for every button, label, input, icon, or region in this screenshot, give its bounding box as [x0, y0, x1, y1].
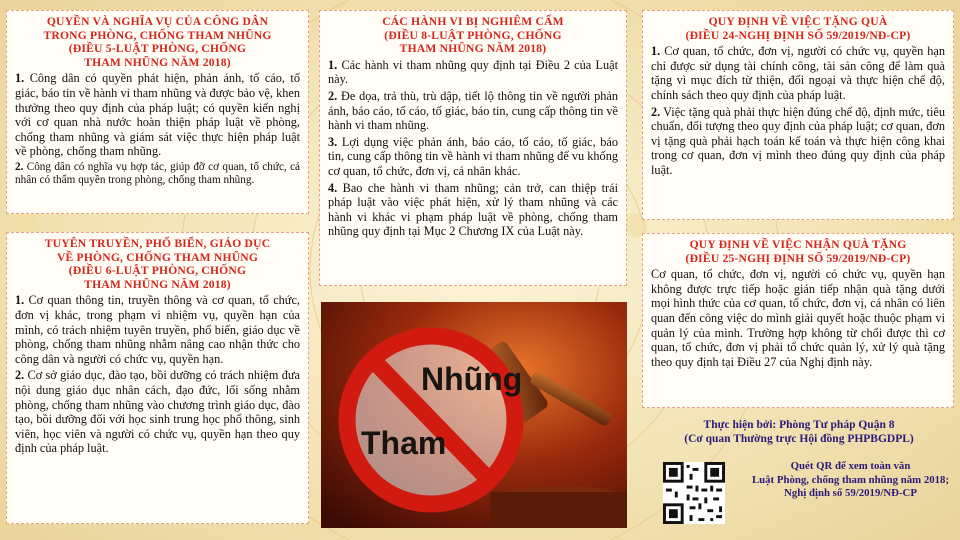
article-item	[15, 368, 300, 456]
item-text: Cơ quan, tổ chức, đơn vị, người có chức vụ, quyền hạn chỉ được sử dụng tài chính công, tài sản công để làm quà tặng vì mục đích từ thiện, đối ngoại và thực hiện chế độ, chính sách theo quy định của pháp luật.	[651, 44, 945, 102]
article-item	[651, 105, 945, 178]
item-number: 3.	[328, 134, 338, 149]
gift-giving-title	[651, 15, 945, 42]
qr-code-icon[interactable]	[663, 462, 725, 524]
title-line: TUYÊN TRUYỀN, PHỔ BIẾN, GIÁO DỤC	[44, 237, 271, 250]
item-text: Lợi dụng việc phản ánh, báo cáo, tố cáo, tố giác, báo tin, cung cấp thông tin về hành vi tham nhũng để vu khống cơ quan, tổ chức, đơn vị, cá nhân khác.	[328, 134, 618, 178]
article-item	[15, 71, 300, 159]
title-line: THAM NHŨNG NĂM 2018)	[399, 42, 547, 56]
article-item	[328, 135, 618, 179]
title-line: (ĐIỀU 24-NGHỊ ĐỊNH SỐ 59/2019/NĐ-CP)	[685, 28, 911, 42]
credits-line: Thực hiện bởi: Phòng Tư pháp Quận 8	[703, 419, 895, 431]
anti-corruption-illustration	[321, 302, 627, 528]
title-line: VỀ PHÒNG, CHỐNG THAM NHŨNG	[56, 250, 259, 264]
qr-caption	[748, 460, 953, 501]
item-text: Cơ quan thông tin, truyền thông và cơ quan, tổ chức, đơn vị khác, trong phạm vi nhiệm vụ, quyền hạn của mình, có trách nhiệm tuyên truyền, phổ biến, giáo dục về phòng, chống tham nhũng nhằm nâng cao nhận thức cho công dân và người có chức vụ, quyền hạn.	[15, 293, 300, 366]
title-line: CÁC HÀNH VI BỊ NGHIÊM CẤM	[382, 15, 564, 28]
item-number: 2.	[328, 88, 338, 103]
item-text: Việc tặng quà phải thực hiện đúng chế độ, định mức, tiêu chuẩn, đối tượng theo quy định của pháp luật; cơ quan, đơn vị tặng quà phải hạch toán kế toán và thực hiện công khai trong cơ quan, đơn vị mình theo đúng quy định của pháp luật.	[651, 104, 945, 177]
title-line: (ĐIỀU 25-NGHỊ ĐỊNH SỐ 59/2019/NĐ-CP)	[685, 251, 911, 265]
item-number: 1.	[15, 71, 25, 86]
item-number: 1.	[651, 44, 661, 59]
prohibition-sign-icon	[339, 328, 523, 512]
credits-line: (Cơ quan Thường trực Hội đồng PHPBGDPL)	[684, 433, 914, 445]
title-line: (ĐIỀU 5-LUẬT PHÒNG, CHỐNG	[68, 42, 247, 56]
item-number: 2.	[15, 160, 24, 173]
gift-receiving-panel	[642, 233, 954, 408]
paragraph-text: Trường hợp không từ chối được thì cơ quan, tổ chức, đơn vị phải tổ chức quản lý, xử lý quà tặng theo quy định tại Điều 27 của Nghị định này.	[651, 325, 946, 369]
prohibited-acts-panel	[319, 10, 627, 286]
item-number: 1.	[328, 57, 338, 72]
gift-giving-panel	[642, 10, 954, 220]
article-item	[15, 293, 300, 366]
title-line: QUY ĐỊNH VỀ VIỆC NHẬN QUÀ TẶNG	[689, 238, 907, 251]
education-title	[15, 237, 300, 291]
item-number: 4.	[328, 180, 338, 195]
article-item	[651, 44, 945, 102]
article-item	[328, 89, 618, 133]
title-line: QUY ĐỊNH VỀ VIỆC TẶNG QUÀ	[708, 15, 888, 28]
article-paragraph	[651, 267, 945, 369]
item-number: 2.	[651, 104, 661, 119]
item-number: 1.	[15, 293, 25, 308]
article-item	[328, 181, 618, 239]
title-line: THAM NHŨNG NĂM 2018)	[84, 277, 231, 291]
gift-receiving-title	[651, 238, 945, 265]
education-panel	[6, 232, 309, 524]
citizen-rights-panel	[6, 10, 309, 214]
article-item	[15, 161, 300, 187]
item-text: Công dân có nghĩa vụ hợp tác, giúp đỡ cơ quan, tổ chức, cá nhân có thẩm quyền trong phòng, chống tham nhũng.	[15, 160, 300, 187]
paragraph-text: Cơ quan, tổ chức, đơn vị, người có chức vụ, quyền hạn không được trực tiếp hoặc gián tiếp nhận quà tặng dưới mọi hình thức của cơ quan, tổ chức, đơn vị, cá nhân có liên quan đến công việc do mình giải quyết hoặc thuộc phạm vi quản lý của mình.	[651, 267, 945, 340]
item-text: Các hành vi tham nhũng quy định tại Điều 2 của Luật này.	[328, 57, 618, 87]
title-line: TRONG PHÒNG, CHỐNG THAM NHŨNG	[43, 28, 272, 42]
article-item	[328, 58, 618, 87]
item-text: Bao che hành vi tham nhũng; cản trở, can thiệp trái pháp luật vào việc phát hiện, xử lý tham nhũng và các hành vi khác vi phạm pháp luật về phòng, chống tham nhũng quy định tại Mục 2 Chương IX của Luật này.	[328, 180, 618, 239]
title-line: QUYỀN VÀ NGHĨA VỤ CỦA CÔNG DÂN	[46, 15, 269, 28]
word-tham: Tham	[361, 425, 447, 461]
prohibited-acts-title	[328, 15, 618, 56]
qr-caption-line: Luật Phòng, chống tham nhũng năm 2018;	[751, 473, 950, 486]
anti-corruption-image	[321, 302, 627, 528]
word-nhung: Nhũng	[421, 361, 523, 397]
title-line: THAM NHŨNG NĂM 2018)	[84, 55, 231, 69]
item-text: Đe dọa, trả thù, trù dập, tiết lộ thông tin về người phản ánh, báo cáo, tố cáo, tố giác, báo tin, cung cấp thông tin về hành vi tham nhũng.	[328, 88, 618, 133]
item-text: Công dân có quyền phát hiện, phản ánh, tố cáo, tố giác, báo tin về hành vi tham nhũng và được bảo vệ, khen thưởng theo quy định của pháp luật; có quyền kiến nghị với cơ quan nhà nước hoàn thiện pháp luật về phòng, chống tham nhũng và giám sát việc thực hiện pháp luật về phòng, chống tham nhũng.	[15, 71, 300, 159]
title-line: (ĐIỀU 6-LUẬT PHÒNG, CHỐNG	[68, 264, 247, 278]
citizen-rights-title	[15, 15, 300, 69]
credits-block	[645, 418, 953, 446]
item-text: Cơ sở giáo dục, đào tạo, bồi dưỡng có trách nhiệm đưa nội dung giáo dục nhân cách, đạo đức, lối sống nhằm phòng, chống tham nhũng vào chương trình giáo dục, đào tạo, bồi dưỡng đối với học sinh trung học phổ thông, sinh viên, học viên và người có chức vụ, quyền hạn theo quy định của pháp luật.	[15, 368, 300, 456]
title-line: (ĐIỀU 8-LUẬT PHÒNG, CHỐNG	[384, 28, 562, 42]
item-number: 2.	[15, 368, 25, 383]
qr-caption-line: Quét QR để xem toàn văn	[790, 460, 911, 472]
qr-caption-line: Nghị định số 59/2019/NĐ-CP	[784, 487, 917, 499]
